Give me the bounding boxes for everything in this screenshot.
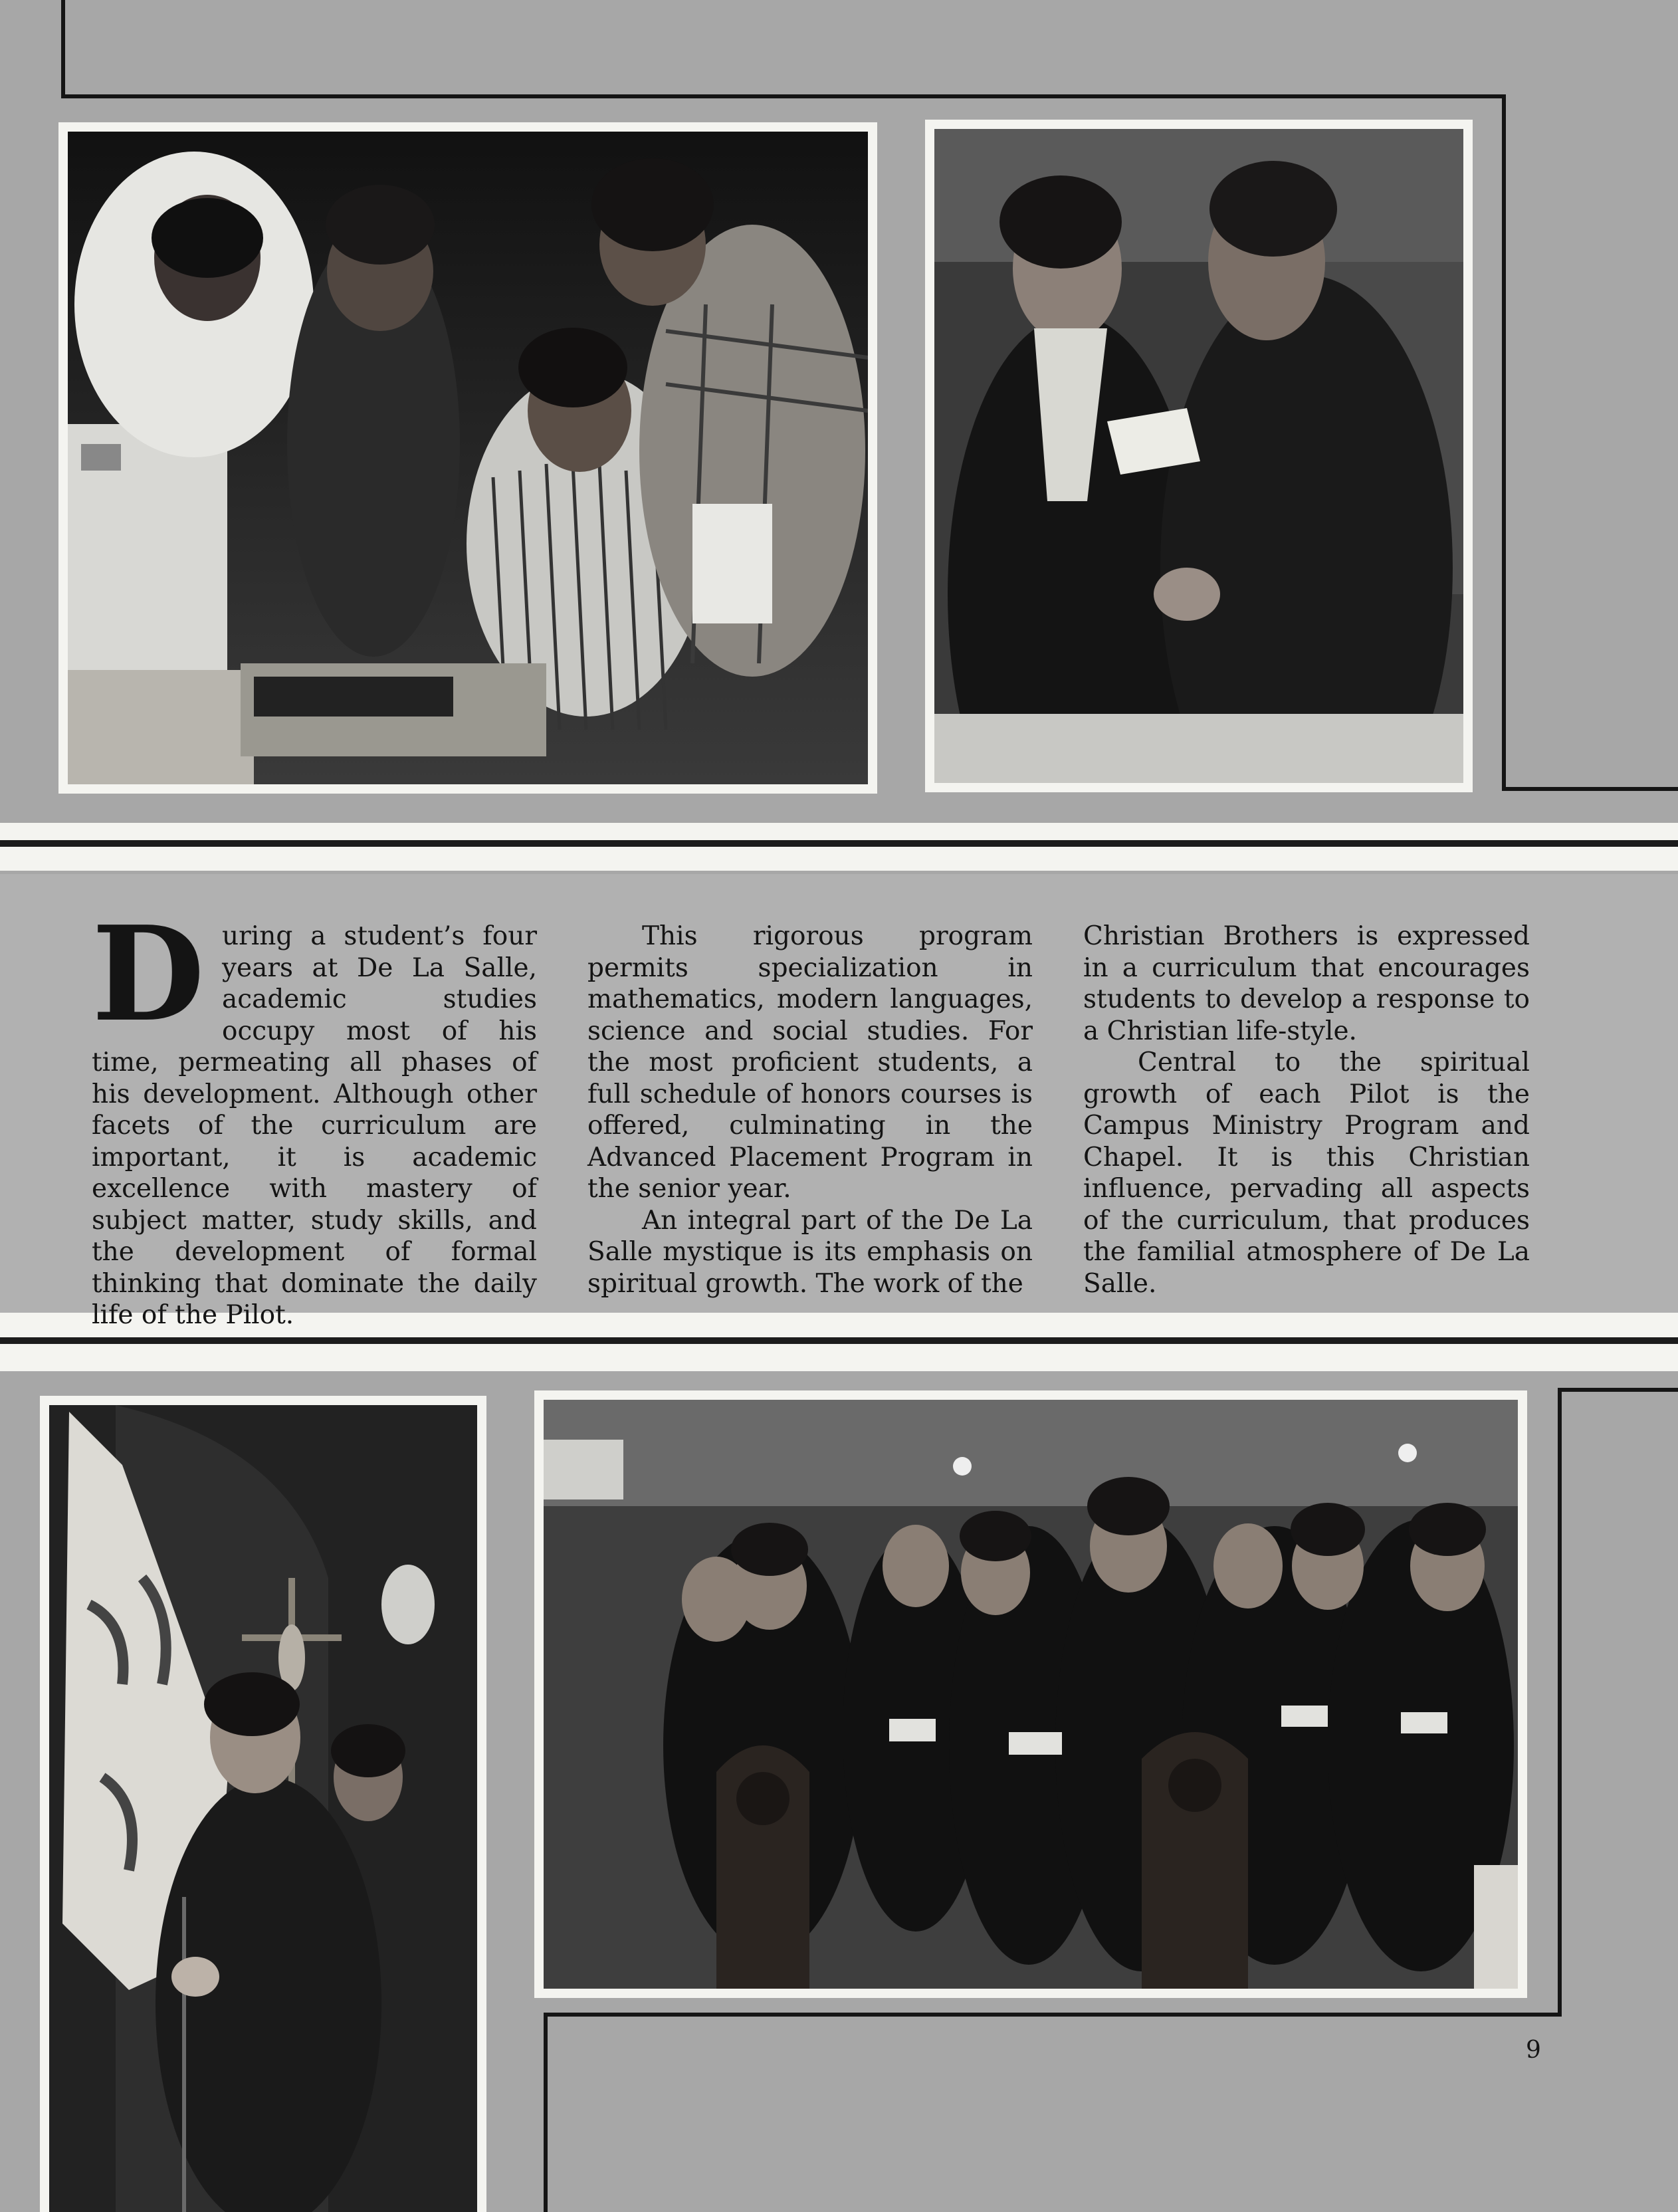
top-frame-left-line: [61, 0, 65, 98]
article-paragraph: Central to the spiritual growth of each Pilot is the Campus Ministry Program and Chapel. It is this Christian influence, pervading all aspects of the curriculum, that produces the familial atmosphere of De La Salle.: [1083, 1048, 1530, 1299]
upper-separator-band: [0, 823, 1678, 871]
bottom-frame-connector-line: [544, 2013, 1562, 2017]
computer-lab-photo: [58, 122, 877, 794]
top-frame-bottom-right-line: [1502, 787, 1678, 791]
article-column-2: [587, 921, 1033, 1299]
banner-procession-photo: [40, 1396, 486, 2212]
article-paragraph: uring a student’s four years at De La Salle, academic studies occupy most of his time, permeating all phases of his development. Although other facets of the curriculum are important, it is academic excellence with mastery of subject matter, study skills, and the development of formal thinking that dominate the daily life of the Pilot.: [92, 921, 537, 1330]
article-paragraph: Christian Brothers is expressed in a curriculum that encourages students to develop a response to a Christian life-style.: [1083, 921, 1530, 1046]
bottom-frame-left-line: [544, 2013, 548, 2212]
page-number: 9: [1526, 2037, 1541, 2064]
chapel-prayer-photo: [534, 1390, 1527, 1998]
article-column-3: [1083, 921, 1530, 1299]
drop-cap: D: [92, 898, 205, 1051]
top-frame-horizontal-line: [61, 94, 1506, 98]
article-column-1: [92, 898, 537, 1331]
top-frame-right-line: [1502, 94, 1506, 791]
bottom-frame-right-line: [1558, 1388, 1562, 2017]
upper-separator-line: [0, 840, 1678, 847]
article-paragraph: An integral part of the De La Salle mystique is its emphasis on spiritual growth. The work of the: [587, 1205, 1033, 1299]
lower-separator-line: [0, 1337, 1678, 1344]
article-paragraph: This rigorous program permits specialization in mathematics, modern languages, science and social studies. For the most proficient students, a full schedule of honors courses is offered, culminating in the Advanced Placement Program in the senior year.: [587, 921, 1033, 1204]
handshake-award-photo: [925, 120, 1473, 792]
bottom-frame-top-line: [1558, 1388, 1678, 1392]
